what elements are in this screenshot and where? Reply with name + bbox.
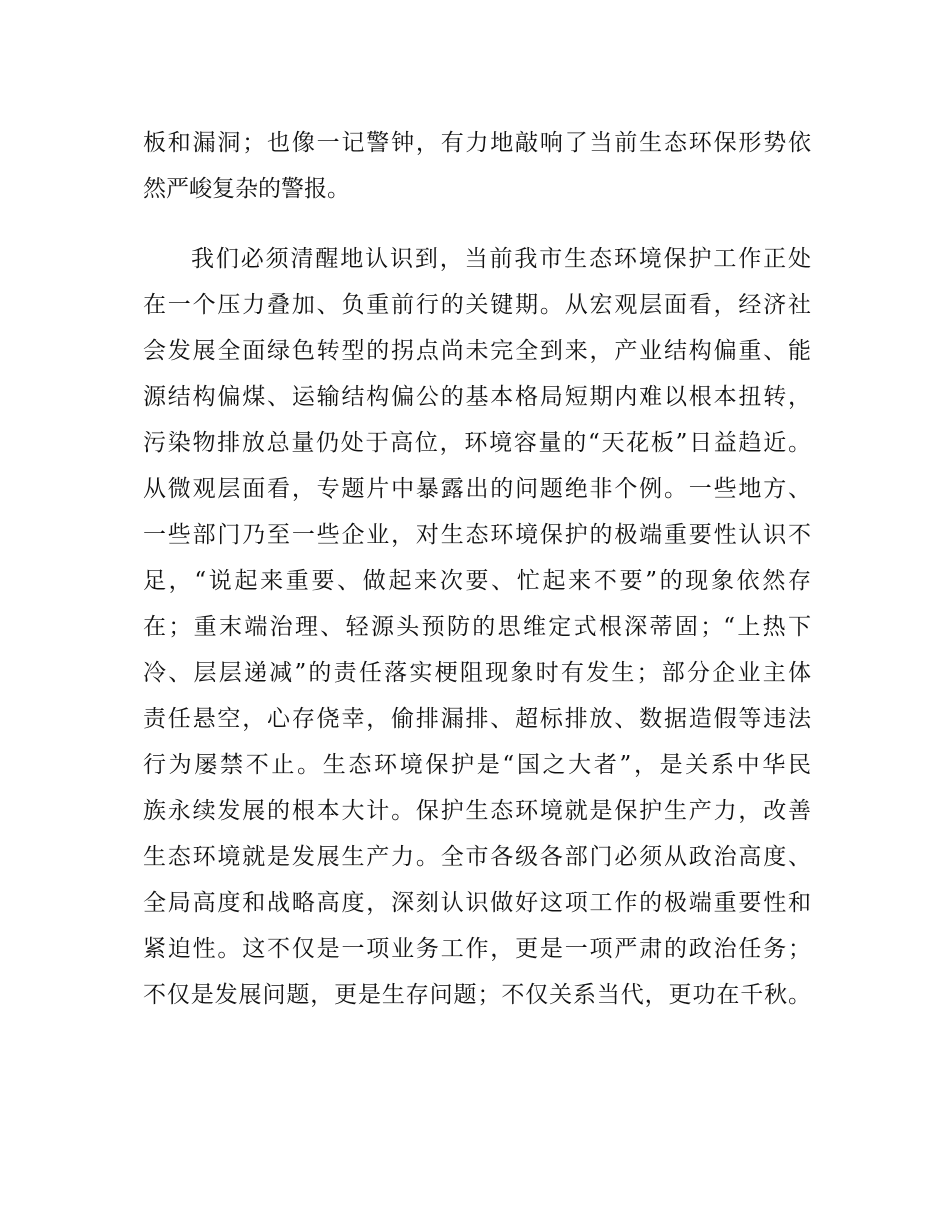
text-line: 行为屡禁不止。生态环境保护是“国之大者”，是关系中华民 (143, 752, 811, 778)
text-line: 源结构偏煤、运输结构偏公的基本格局短期内难以根本扭转， (143, 384, 811, 410)
text-line: 族永续发展的根本大计。保护生态环境就是保护生产力，改善 (143, 798, 811, 824)
text-line: 会发展全面绿色转型的拐点尚未完全到来，产业结构偏重、能 (143, 338, 811, 364)
text-line: 冷、层层递减”的责任落实梗阻现象时有发生；部分企业主体 (143, 660, 811, 686)
text-line: 在一个压力叠加、负重前行的关键期。从宏观层面看，经济社 (143, 292, 811, 318)
text-line: 足，“说起来重要、做起来次要、忙起来不要”的现象依然存 (143, 568, 811, 594)
text-line: 生态环境就是发展生产力。全市各级各部门必须从政治高度、 (143, 844, 811, 870)
text-line: 责任悬空，心存侥幸，偷排漏排、超标排放、数据造假等违法 (143, 706, 811, 732)
text-line: 我们必须清醒地认识到，当前我市生态环境保护工作正处 (191, 246, 811, 272)
text-line: 然严峻复杂的警报。 (143, 176, 350, 202)
text-line: 一些部门乃至一些企业，对生态环境保护的极端重要性认识不 (143, 522, 811, 548)
text-line: 板和漏洞；也像一记警钟，有力地敲响了当前生态环保形势依 (143, 130, 811, 156)
text-line: 全局高度和战略高度，深刻认识做好这项工作的极端重要性和 (143, 890, 811, 916)
text-line: 污染物排放总量仍处于高位，环境容量的“天花板”日益趋近。 (143, 430, 811, 456)
text-line: 紧迫性。这不仅是一项业务工作，更是一项严肃的政治任务； (143, 936, 811, 962)
text-line: 不仅是发展问题，更是生存问题；不仅关系当代，更功在千秋。 (143, 982, 811, 1008)
text-line: 在；重末端治理、轻源头预防的思维定式根深蒂固；“上热下 (143, 614, 811, 640)
text-line: 从微观层面看，专题片中暴露出的问题绝非个例。一些地方、 (143, 476, 811, 502)
